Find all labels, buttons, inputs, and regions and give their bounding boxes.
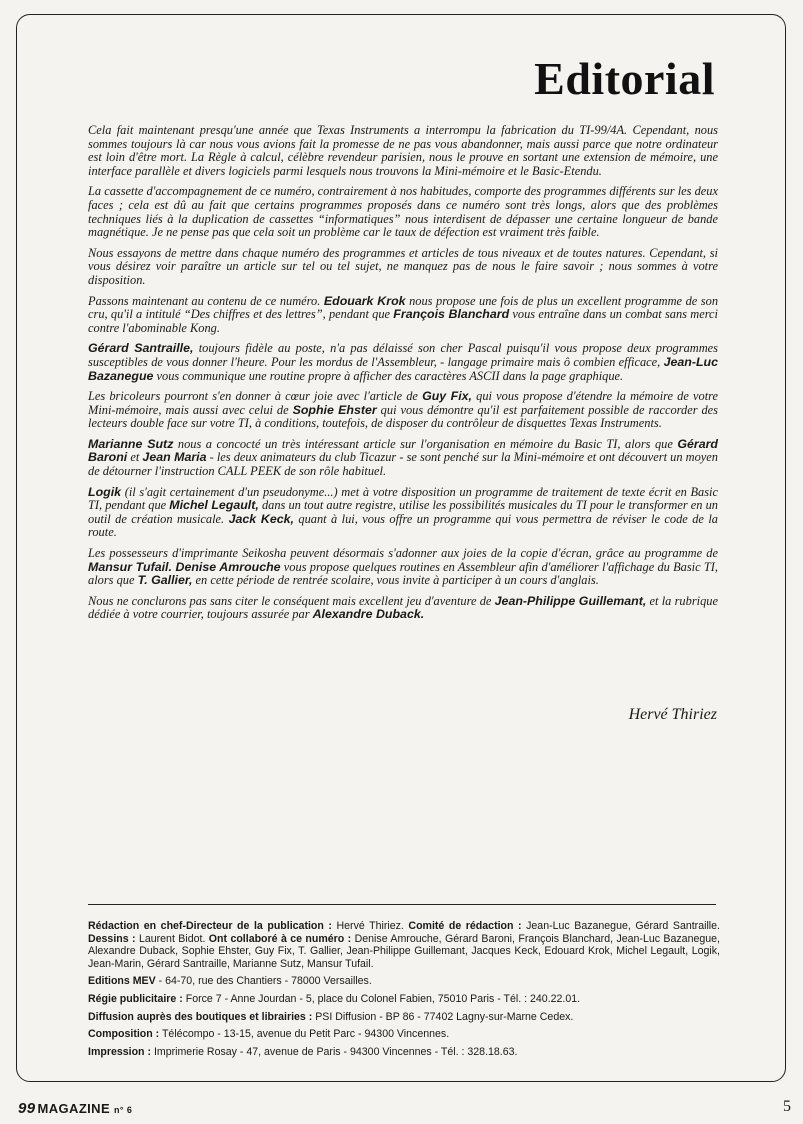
credit-line: Diffusion auprès des boutiques et librairies : PSI Diffusion - BP 86 - 77402 Lagny-sur-Marne Cedex. [88,1010,574,1023]
bold-name: T. Gallier, [137,573,193,588]
bold-name: Logik [88,484,122,499]
credit-line: Régie publicitaire : Force 7 - Anne Jourdan - 5, place du Colonel Fabien, 75010 Paris - Tél. : 240.22.01. [88,992,581,1005]
credit-line: Rédaction en chef-Directeur de la publication : Hervé Thiriez. Comité de rédaction : Jean-Luc Bazanegue, Gérard Santraille. Dessins : Laurent Bidot. Ont collaboré à ce numéro : Denise Amrouche, Gérard Baroni, François Blanchard, Jean-Luc Bazanegue, Alexandre Duback, Sophie Ehster, Guy Fix, T. Gallier, Jean-Philippe Guillemant, Jacques Keck, Edouard Krok, Michel Legault, Logik, Jean-Marin, Gérard Santraille, Marianne Sutz, Mansur Tufail. [88,920,720,970]
credits-block [88,920,720,1063]
paragraph: La cassette d'accompagnement de ce numéro, contrairement à nos habitudes, comporte des programmes différents sur les deux faces ; cela est dû au fait que certains programmes proposés dans ce numéro sont très longs, alors que des problèmes techniques liés à la duplication de cassettes “informatiques” nous interdisent de dépasser une certaine longueur de bande magnétique. Je ne pense pas que cela soit un problème car le taux de défection est vraiment très faible. [88,184,718,240]
bold-name: Jean Maria [142,450,207,465]
bold-name: Composition : [88,1028,160,1041]
bold-name: Jean-Luc Bazanegue [88,354,718,383]
bold-name: Gérard Baroni [88,436,718,465]
paragraph: Logik (il s'agit certainement d'un pseudonyme...) met à votre disposition un programme de traitement de texte écrit en Basic TI, pendant que Michel Legault, dans un tout autre registre, utilise les possibilités musicales du TI pour le transformer en un outil de création musicale. Jack Keck, quant à lui, vous offre un programme qui vous permettra de réviser le code de la route. [88,484,719,540]
paragraph: Cela fait maintenant presqu'une année que Texas Instruments a interrompu la fabrication du TI-99/4A. Cependant, nous sommes toujours là car nous vous avions fait la promesse de ne pas vous abandonner, mais aussi parce que notre ordinateur est loin d'être mort. La Règle à calcul, célèbre revendeur parisien, nous le prouve en sortant une extension de mémoire, une interface parallèle et divers logiciels parmi lesquels nous trouvons la Mini-mémoire et le Basic-Etendu. [88,123,718,178]
bold-name: Ont collaboré à ce numéro : [208,932,352,945]
bold-name: Diffusion auprès des boutiques et librairies : [88,1010,313,1023]
bold-name: Editions MEV [88,975,156,988]
page-title: Editorial [534,53,715,104]
signature: Hervé Thiriez [628,706,717,723]
paragraph: Gérard Santraille, toujours fidèle au poste, n'a pas délaissé son cher Pascal puisqu'il vous propose deux programmes susceptibles de vous donner l'heure. Pour les mordus de l'Assembleur, - langage primaire mais ô combien efficace, Jean-Luc Bazanegue vous communique une routine propre à afficher des caractères ASCII dans la page graphique. [88,341,718,383]
bold-name: François Blanchard [393,307,510,322]
magazine-logo [18,1100,132,1117]
paragraph: Nous ne conclurons pas sans citer le conséquent mais excellent jeu d'aventure de Jean-Philippe Guillemant, et la rubrique dédiée à votre courrier, toujours assurée par Alexandre Duback. [88,593,718,622]
credit-line: Impression : Imprimerie Rosay - 47, avenue de Paris - 94300 Vincennes - Tél. : 328.18.63. [88,1045,518,1058]
bold-name: Sophie Ehster [292,402,377,417]
bold-name: Régie publicitaire : [88,992,183,1005]
bold-name: Jean-Philippe Guillemant, [494,593,647,608]
bold-name: Guy Fix, [422,389,473,404]
bold-name: Dessins : [88,932,136,945]
logo-nines: 99 [18,1100,36,1117]
bold-name: Impression : [88,1045,151,1058]
bold-name: Gérard Santraille, [88,341,194,356]
bold-name: Alexandre Duback. [312,607,425,622]
bold-name: Comité de rédaction : [408,920,522,932]
paragraph: Nous essayons de mettre dans chaque numéro des programmes et articles de tous niveaux et de toutes natures. Cependant, si vous désirez voir paraître un article sur tel ou tel sujet, ne manquez pas de nous le faire savoir ; nous sommes à votre disposition. [88,245,718,287]
bold-name: Marianne Sutz [88,436,174,451]
divider [88,904,716,905]
issue-number: n° 6 [114,1105,133,1115]
page-number: 5 [783,1098,791,1115]
bold-name: Edouark Krok [323,293,406,308]
bold-name: Jack Keck, [228,511,294,526]
paragraph: Passons maintenant au contenu de ce numéro. Edouark Krok nous propose une fois de plus un excellent programme de son cru, qu'il a intitulé “Des chiffres et des lettres”, pendant que François Blanchard vous entraîne dans un combat sans merci contre l'abominable Kong. [88,293,719,335]
bold-name: Michel Legault, [169,498,259,513]
editorial-body [88,124,718,629]
credit-line: Editions MEV - 64-70, rue des Chantiers - 78000 Versailles. [88,975,372,988]
bold-name: Rédaction en chef-Directeur de la publication : [88,920,332,932]
paragraph: Les possesseurs d'imprimante Seikosha peuvent désormais s'adonner aux joies de la copie d'écran, grâce au programme de Mansur Tufail. Denise Amrouche vous propose quelques routines en Assembleur afin d'améliorer l'affichage du Basic TI, alors que T. Gallier, en cette période de rentrée scolaire, vous invite à participer à un cours d'anglais. [88,546,718,588]
bold-name: Mansur Tufail. Denise Amrouche [88,559,281,574]
paragraph: Les bricoleurs pourront s'en donner à cœur joie avec l'article de Guy Fix, qui vous propose d'étendre la mémoire de votre Mini-mémoire, mais aussi avec celui de Sophie Ehster qui vous démontre qu'il est parfaitement possible de raccorder des lecteurs double face sur votre TI, à conditions, toutefois, de disposer du contrôleur de disquettes Texas Instruments. [88,389,719,431]
credit-line: Composition : Télécompo - 13-15, avenue du Petit Parc - 94300 Vincennes. [88,1028,450,1041]
logo-word: MAGAZINE [37,1101,111,1116]
paragraph: Marianne Sutz nous a concocté un très intéressant article sur l'organisation en mémoire du Basic TI, alors que Gérard Baroni et Jean Maria - les deux animateurs du club Ticazur - se sont penché sur la Mini-mémoire et ont découvert un moyen de détourner l'instruction CALL PEEK de son rôle habituel. [88,436,718,479]
